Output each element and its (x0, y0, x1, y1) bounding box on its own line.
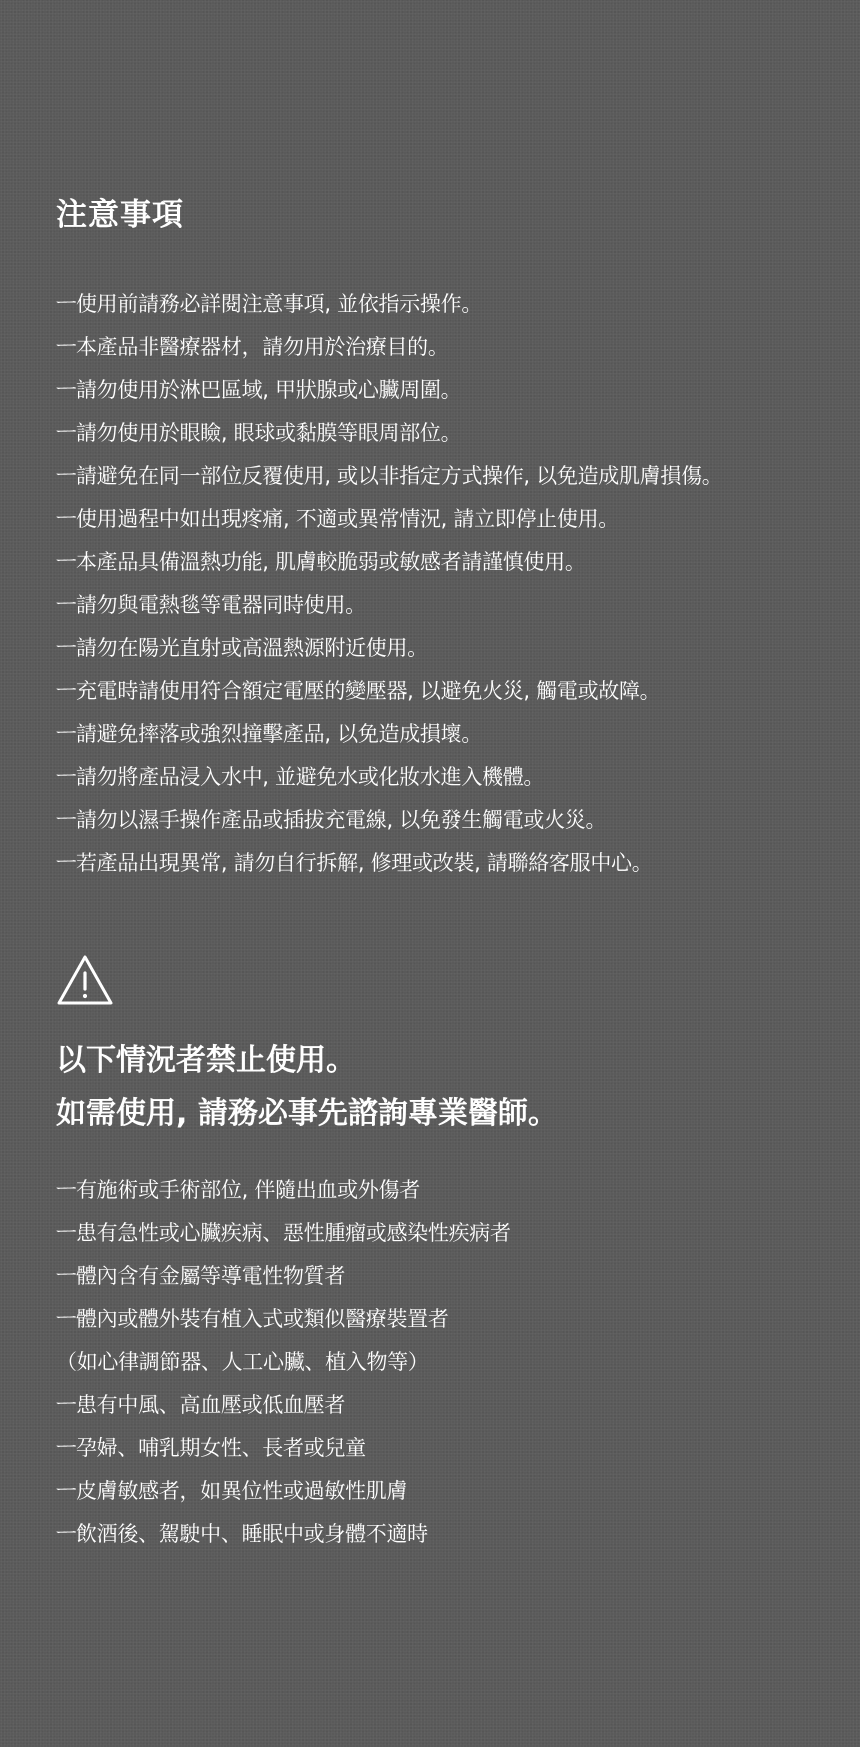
caution-item: ㅡ使用過程中如出現疼痛, 不適或異常情況, 請立即停止使用。 (56, 507, 619, 531)
caution-item: ㅡ請避免摔落或強烈撞擊產品, 以免造成損壞。 (56, 722, 483, 746)
caution-item: ㅡ使用前請務必詳閱注意事項, 並依指示操作。 (56, 292, 483, 316)
contraindication-item: ㅡ孕婦、哺乳期女性、長者或兒童 (56, 1436, 366, 1460)
caution-item: ㅡ請勿使用於眼瞼, 眼球或黏膜等眼周部位。 (56, 421, 462, 445)
caution-item: ㅡ充電時請使用符合額定電壓的變壓器, 以避免火災, 觸電或故障。 (56, 679, 661, 703)
caution-item: ㅡ若產品出現異常, 請勿自行拆解, 修理或改裝, 請聯絡客服中心。 (56, 851, 653, 875)
warning-heading-line: 以下情況者禁止使用。 (56, 1043, 356, 1078)
contraindication-item: ㅡ患有中風、高血壓或低血壓者 (56, 1393, 346, 1417)
caution-item: ㅡ請勿在陽光直射或高溫熱源附近使用。 (56, 636, 428, 660)
caution-title: 注意事項 (56, 197, 184, 233)
contraindication-item: ㅡ體內或體外裝有植入式或類似醫療裝置者 (56, 1307, 449, 1331)
contraindication-item: ㅡ飲酒後、駕駛中、睡眠中或身體不適時 (56, 1522, 428, 1546)
caution-item: ㅡ請勿以濕手操作產品或插拔充電線, 以免發生觸電或火災。 (56, 808, 607, 832)
contraindication-item: ㅡ體內含有金屬等導電性物質者 (56, 1264, 346, 1288)
caution-item: ㅡ請勿與電熱毯等電器同時使用。 (56, 593, 366, 617)
caution-item: ㅡ請勿使用於淋巴區域, 甲狀腺或心臟周圍。 (56, 378, 462, 402)
contraindication-item: ㅡ有施術或手術部位, 伴隨出血或外傷者 (56, 1178, 420, 1202)
contraindication-item: ㅡ患有急性或心臟疾病、惡性腫瘤或感染性疾病者 (56, 1221, 511, 1245)
caution-item: ㅡ請勿將產品浸入水中, 並避免水或化妝水進入機體。 (56, 765, 545, 789)
caution-item: ㅡ本產品非醫療器材，請勿用於治療目的。 (56, 335, 449, 359)
caution-item: ㅡ本產品具備溫熱功能, 肌膚較脆弱或敏感者請謹慎使用。 (56, 550, 586, 574)
contraindication-item: （如心律調節器、人工心臟、植入物等） (56, 1350, 429, 1374)
caution-list (56, 286, 723, 888)
contraindication-item: ㅡ皮膚敏感者，如異位性或過敏性肌膚 (56, 1479, 408, 1503)
caution-item: ㅡ請避免在同一部位反覆使用, 或以非指定方式操作, 以免造成肌膚損傷。 (56, 464, 723, 488)
contraindication-list (56, 1172, 511, 1559)
warning-heading (56, 1034, 558, 1140)
warning-heading-line: 如需使用, 請務必事先諮詢專業醫師。 (56, 1096, 558, 1131)
warning-triangle-icon (56, 953, 114, 1007)
